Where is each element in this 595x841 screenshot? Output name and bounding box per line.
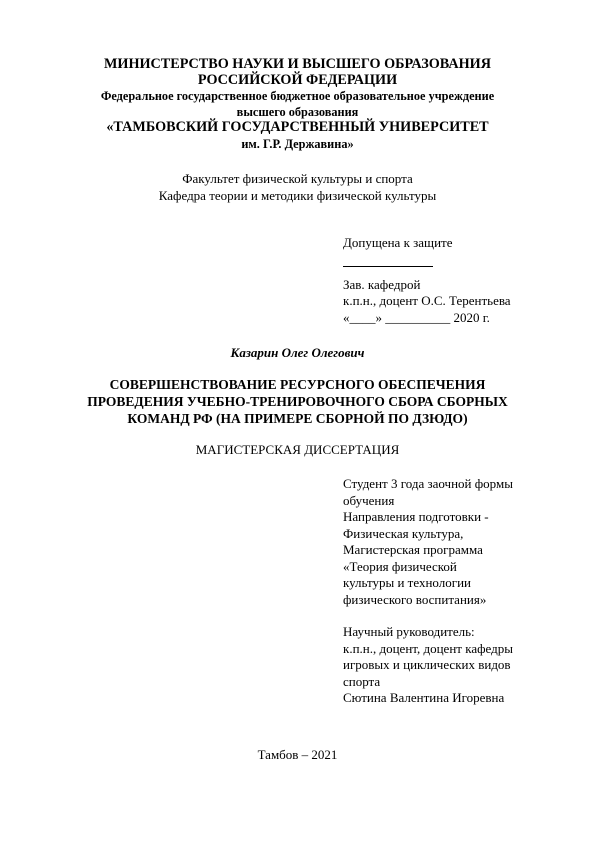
- supervisor-line: к.п.н., доцент, доцент кафедры: [343, 640, 513, 656]
- author-name: Казарин Олег Олегович: [230, 345, 365, 360]
- student-line: физического воспитания»: [343, 591, 487, 607]
- admitted-text: Допущена к защите: [343, 235, 453, 250]
- faculty-block: [0, 170, 595, 204]
- student-line: Направления подготовки -: [343, 509, 489, 524]
- student-line: Студент 3 года заочной формы: [343, 476, 513, 491]
- student-line: «Теория физической: [343, 558, 457, 574]
- city-year: Тамбов – 2021: [257, 747, 338, 762]
- title-line: СОВЕРШЕНСТВОВАНИЕ РЕСУРСНОГО ОБЕСПЕЧЕНИЯ: [109, 377, 486, 392]
- student-line: обучения: [343, 492, 395, 508]
- institution-type-line-1: Федеральное государственное бюджетное образовательное учреждение: [100, 89, 495, 103]
- ministry-line-2: РОССИЙСКОЙ ФЕДЕРАЦИИ: [197, 71, 398, 88]
- institution-type-line-2: высшего образования: [236, 105, 359, 119]
- head-of-department: Зав. кафедрой: [343, 276, 421, 292]
- thesis-title: [0, 376, 595, 427]
- ministry-header: [0, 57, 595, 152]
- approval-block: [343, 235, 511, 326]
- university-line-1: «ТАМБОВСКИЙ ГОСУДАРСТВЕННЫЙ УНИВЕРСИТЕТ: [106, 119, 489, 135]
- title-line: ПРОВЕДЕНИЯ УЧЕБНО-ТРЕНИРОВОЧНОГО СБОРА СБОРНЫХ: [87, 394, 508, 409]
- ministry-line-1: МИНИСТЕРСТВО НАУКИ И ВЫСШЕГО ОБРАЗОВАНИЯ: [104, 56, 491, 72]
- title-line: КОМАНД РФ (НА ПРИМЕРЕ СБОРНОЙ ПО ДЗЮДО): [127, 411, 468, 426]
- head-name: к.п.н., доцент О.С. Терентьева: [343, 293, 511, 308]
- faculty-name: Факультет физической культуры и спорта: [182, 171, 413, 186]
- supervisor-line: игровых и циклических видов: [343, 657, 511, 672]
- student-line: Магистерская программа: [343, 542, 483, 557]
- student-info-block: [343, 476, 513, 707]
- university-line-2: им. Г.Р. Державина»: [241, 136, 354, 151]
- supervisor-line: спорта: [343, 673, 381, 689]
- work-type: МАГИСТЕРСКАЯ ДИССЕРТАЦИЯ: [195, 442, 400, 457]
- student-line: культуры и технологии: [343, 575, 471, 590]
- student-line: Физическая культура,: [343, 525, 464, 541]
- department-name: Кафедра теории и методики физической культуры: [158, 188, 437, 203]
- approval-date: «____» __________ 2020 г.: [343, 309, 490, 325]
- supervisor-line: Научный руководитель:: [343, 624, 475, 639]
- supervisor-name: Сютина Валентина Игоревна: [343, 690, 505, 705]
- signature-line: [343, 252, 433, 267]
